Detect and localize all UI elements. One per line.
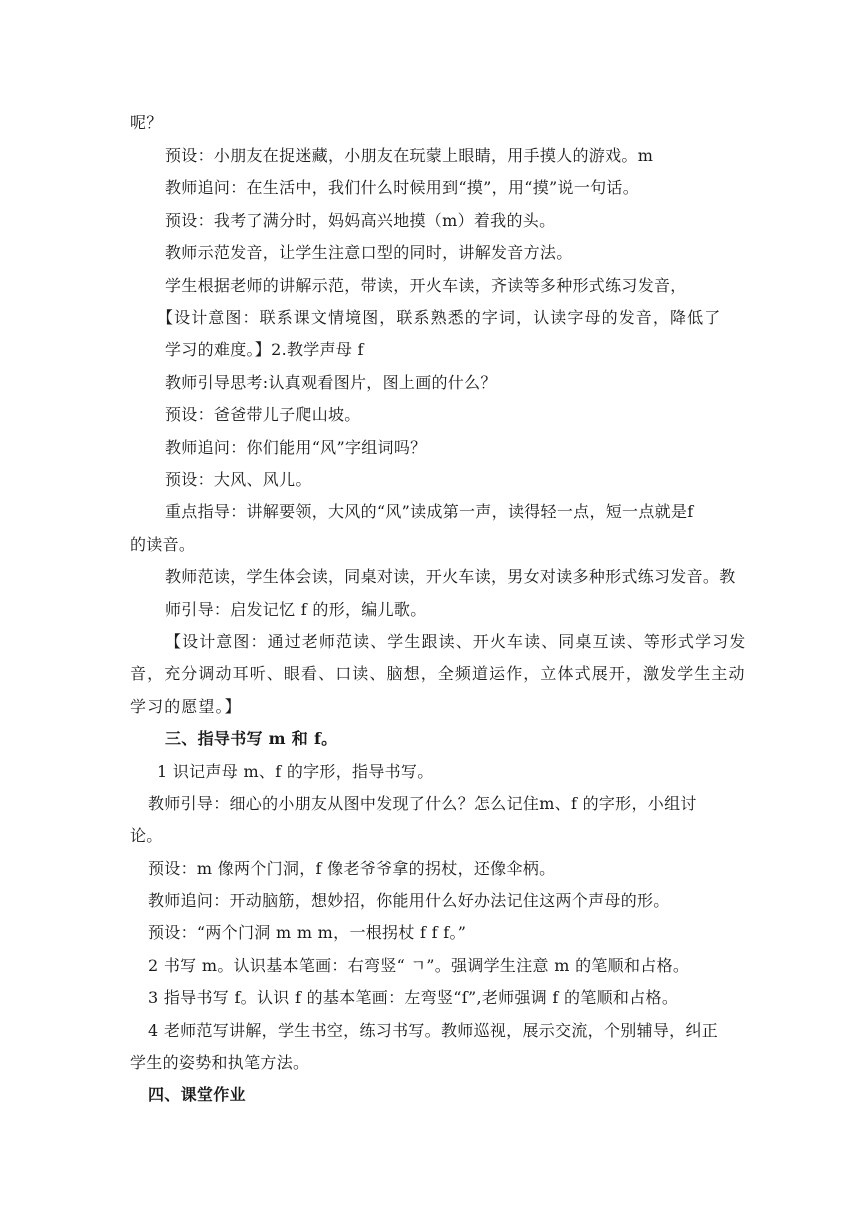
text-line: 3 指导书写 f。认识 f 的基本笔画：左弯竖“ſ”,老师强调 f 的笔顺和占格。 xyxy=(148,988,679,1007)
text-line: 4 老师范写讲解，学生书空，练习书写。教师巡视，展示交流，个别辅导，纠正 xyxy=(148,1021,719,1040)
text-line: 预设：m 像两个门洞，f 像老爷爷拿的拐杖，还像伞柄。 xyxy=(148,859,556,878)
text-line: 预设：大风、风儿。 xyxy=(165,470,312,489)
section-heading: 四、课堂作业 xyxy=(148,1085,246,1104)
text-line: 教师追问：在生活中，我们什么时候用到“摸”，用“摸”说一句话。 xyxy=(165,178,640,197)
text-line: 学习的难度。】2.教学声母 f xyxy=(165,340,364,359)
section-heading: 三、指导书写 m 和 f。 xyxy=(165,729,338,748)
text-line: 教师范读，学生体会读，同桌对读，开火车读，男女对读多种形式练习发音。教 xyxy=(165,567,736,586)
design-intent-note: 音，充分调动耳听、眼看、口读、脑想，全频道运作，立体式展开，激发学生主动 xyxy=(130,664,746,683)
text-line: 教师追问：开动脑筋，想妙招，你能用什么好办法记住这两个声母的形。 xyxy=(148,891,670,910)
text-line: 重点指导：讲解要领，大风的“风”读成第一声，读得轻一点，短一点就是f xyxy=(165,502,694,521)
text-line: 呢？ xyxy=(130,113,163,132)
text-line: 教师示范发音，让学生注意口型的同时，讲解发音方法。 xyxy=(165,243,573,262)
text-line: 论。 xyxy=(130,826,163,845)
text-line: 2 书写 m。认识基本笔画：右弯竖“ ㄱ”。强调学生注意 m 的笔顺和占格。 xyxy=(148,956,690,975)
text-line: 教师追问：你们能用“风”字组词吗？ xyxy=(165,438,427,457)
design-intent-note: 【设计意图：联系课文情境图，联系熟悉的字词，认读字母的发音，降低了 xyxy=(157,308,722,327)
design-intent-note: 学习的愿望。】 xyxy=(130,697,242,716)
text-line: 的读音。 xyxy=(130,535,196,554)
text-line: 预设：“两个门洞 m m m，一根拐杖 f f f。” xyxy=(148,923,467,942)
text-line: 预设：小朋友在捉迷藏，小朋友在玩蒙上眼睛，用手摸人的游戏。m xyxy=(165,146,654,165)
text-line: 学生的姿势和执笔方法。 xyxy=(130,1053,310,1072)
text-line: 师引导：启发记忆 f 的形，编儿歌。 xyxy=(165,600,427,619)
text-line: 1 识记声母 m、f 的字形，指导书写。 xyxy=(157,762,434,781)
design-intent-note: 【设计意图：通过老师范读、学生跟读、开火车读、同桌互读、等形式学习发 xyxy=(165,632,747,651)
text-line: 教师引导思考:认真观看图片，图上画的什么？ xyxy=(165,373,497,392)
text-line: 预设：爸爸带儿子爬山坡。 xyxy=(165,405,361,424)
text-line: 预设：我考了满分时，妈妈高兴地摸（m）着我的头。 xyxy=(165,211,556,230)
text-line: 学生根据老师的讲解示范，带读，开火车读，齐读等多种形式练习发音， xyxy=(165,276,687,295)
text-line: 教师引导：细心的小朋友从图中发现了什么？怎么记住m、f 的字形，小组讨 xyxy=(148,794,697,813)
